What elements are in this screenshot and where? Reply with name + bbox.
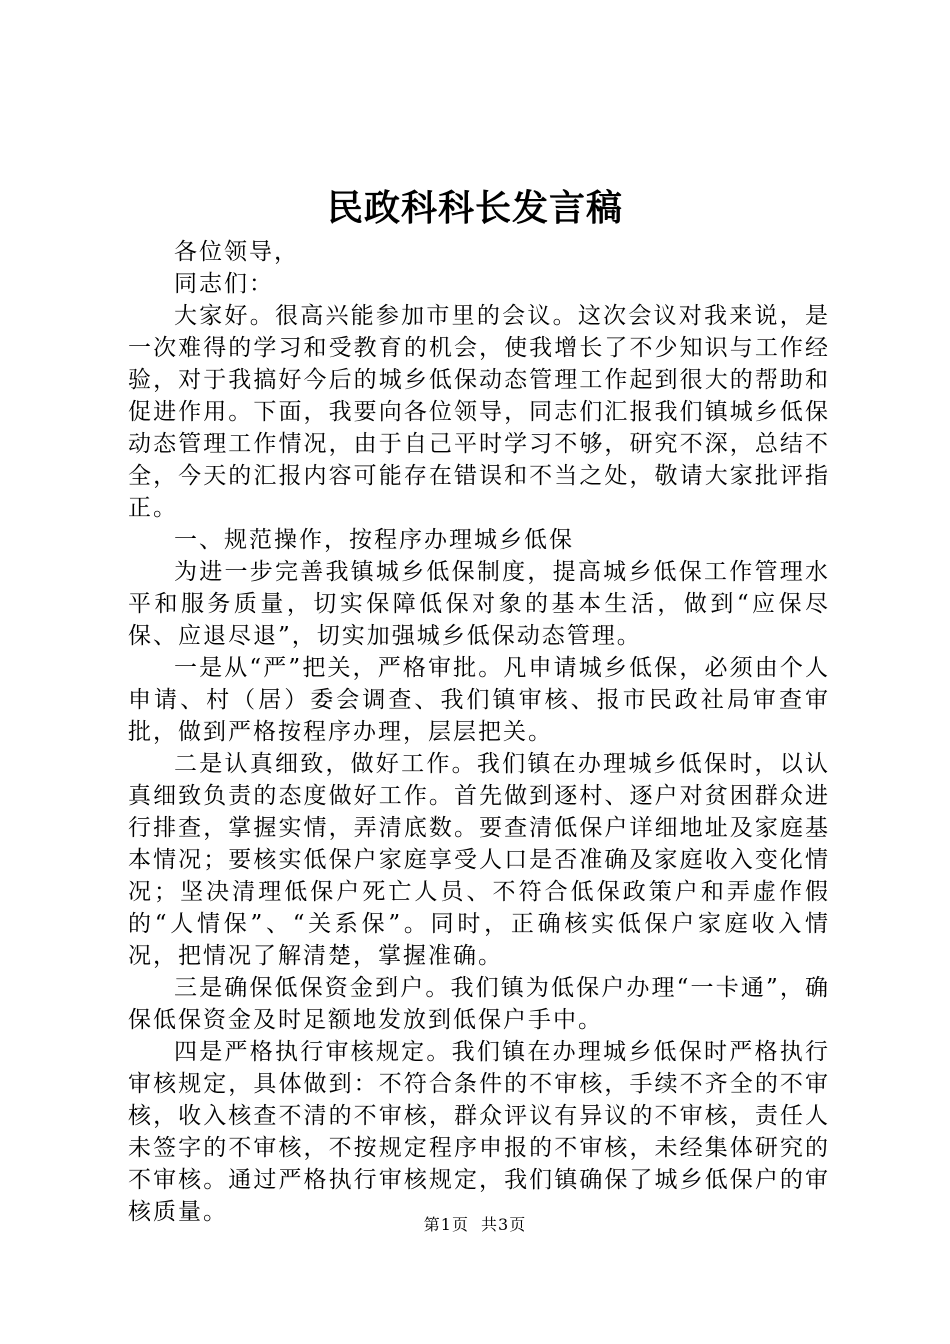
page-number-total: 共3页 — [481, 1215, 527, 1234]
paragraph-point-4: 四是严格执行审核规定。我们镇在办理城乡低保时严格执行审核规定，具体做到：不符合条件的不审核，手续不齐全的不审核，收入核查不清的不审核，群众评议有异议的不审核，责任人未签字的不审核，不按规定程序申报的不审核，未经集体研究的不审核。通过严格执行审核规定，我们镇确保了城乡低保户的审核质量。 — [128, 1039, 830, 1225]
paragraph-point-1: 一是从“严”把关，严格审批。凡申请城乡低保，必须由个人申请、村（居）委会调查、我们镇审核、报市民政社局审查审批，做到严格按程序办理，层层把关。 — [128, 655, 830, 745]
document-body — [128, 236, 830, 1228]
page-footer — [0, 1213, 950, 1237]
section-heading-1: 一、规范操作，按程序办理城乡低保 — [174, 527, 574, 553]
paragraph-intro: 大家好。很高兴能参加市里的会议。这次会议对我来说，是一次难得的学习和受教育的机会，使我增长了不少知识与工作经验，对于我搞好今后的城乡低保动态管理工作起到很大的帮助和促进作用。下面，我要向各位领导，同志们汇报我们镇城乡低保动态管理工作情况，由于自己平时学习不够，研究不深，总结不全，今天的汇报内容可能存在错误和不当之处，敬请大家批评指正。 — [128, 303, 830, 521]
salutation-leaders: 各位领导， — [174, 239, 299, 265]
paragraph-point-3: 三是确保低保资金到户。我们镇为低保户办理“一卡通”，确保低保资金及时足额地发放到低保户手中。 — [128, 975, 830, 1033]
paragraph-section-1-intro: 为进一步完善我镇城乡低保制度，提高城乡低保工作管理水平和服务质量，切实保障低保对象的基本生活，做到“应保尽保、应退尽退”，切实加强城乡低保动态管理。 — [128, 559, 830, 649]
paragraph-point-2: 二是认真细致，做好工作。我们镇在办理城乡低保时，以认真细致负责的态度做好工作。首先做到逐村、逐户对贫困群众进行排查，掌握实情，弄清底数。要查清低保户详细地址及家庭基本情况；要核实低保户家庭享受人口是否准确及家庭收入变化情况；坚决清理低保户死亡人员、不符合低保政策户和弄虚作假的“人情保”、“关系保”。同时，正确核实低保户家庭收入情况，把情况了解清楚，掌握准确。 — [128, 751, 830, 969]
salutation-comrades: 同志们： — [174, 271, 274, 297]
document-title: 民政科科长发言稿 — [326, 187, 623, 229]
page-number-current: 第1页 — [423, 1215, 469, 1234]
